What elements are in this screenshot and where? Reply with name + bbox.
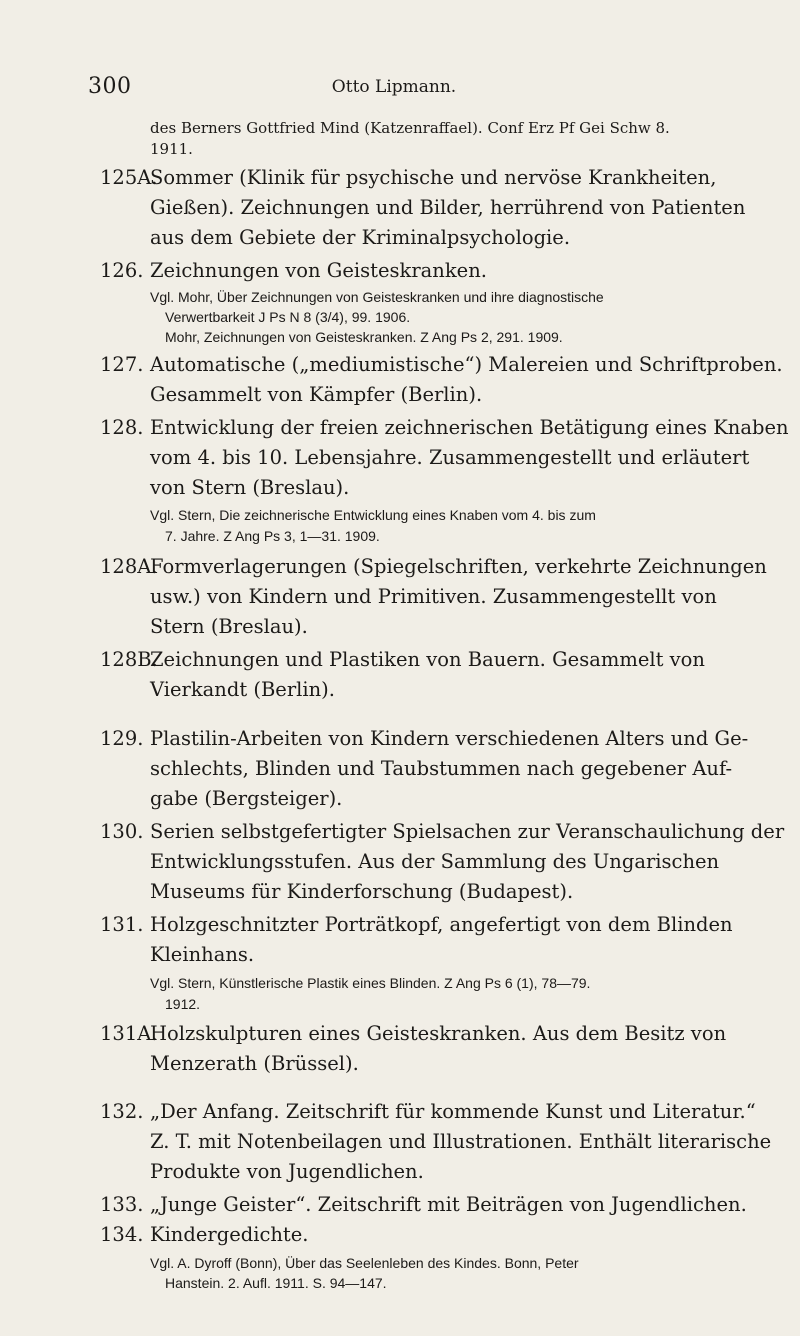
entry-125a (100, 163, 720, 193)
intro-line: 1911. (150, 140, 193, 158)
entry-text: vom 4. bis 10. Lebensjahre. Zusammengestellt und erläutert (150, 446, 750, 469)
entry-text: Entwicklung der freien zeichnerischen Betätigung eines Knaben (150, 416, 789, 439)
entry-text: „Junge Geister“. Zeitschrift mit Beiträgen von Jugendlichen. (150, 1193, 747, 1216)
entry-number: 131A. (100, 1022, 158, 1045)
entry-text: Vierkandt (Berlin). (150, 678, 335, 701)
entry-number: 128. (100, 416, 144, 439)
entry-128a (100, 552, 767, 582)
entry-text: Formverlagerungen (Spiegelschriften, verkehrte Zeichnungen (150, 555, 767, 578)
entry-text: Gesammelt von Kämpfer (Berlin). (150, 383, 483, 406)
entry-text: aus dem Gebiete der Kriminalpsychologie. (150, 226, 571, 249)
entry-number: 126. (100, 259, 144, 282)
entry-number: 128A. (100, 555, 158, 578)
entry-text: schlechts, Blinden und Taubstummen nach gegebener Auf- (150, 757, 733, 780)
entry-text: von Stern (Breslau). (150, 476, 350, 499)
entry-130 (100, 817, 785, 847)
reference-line: Vgl. Mohr, Über Zeichnungen von Geisteskranken und ihre diagnostische (150, 289, 604, 305)
entry-number: 131. (100, 913, 144, 936)
reference-line: Vgl. A. Dyroff (Bonn), Über das Seelenleben des Kindes. Bonn, Peter (150, 1255, 579, 1271)
entry-text: Entwicklungsstufen. Aus der Sammlung des Ungarischen (150, 850, 720, 873)
page-number: 300 (88, 74, 132, 99)
entry-126 (100, 256, 720, 286)
entry-text: Stern (Breslau). (150, 615, 308, 638)
entry-text: Zeichnungen und Plastiken von Bauern. Gesammelt von (150, 648, 705, 671)
entry-text: Zeichnungen von Geisteskranken. (150, 259, 487, 282)
entry-132 (100, 1097, 756, 1127)
reference-line: Vgl. Stern, Künstlerische Plastik eines Blinden. Z Ang Ps 6 (1), 78—79. (150, 975, 591, 991)
entry-text: Plastilin-Arbeiten von Kindern verschiedenen Alters und Ge- (150, 727, 749, 750)
page-header (88, 74, 700, 104)
entry-text: Kleinhans. (150, 943, 255, 966)
entry-text: Kindergedichte. (150, 1223, 309, 1246)
entry-text: Holzskulpturen eines Geisteskranken. Aus dem Besitz von (150, 1022, 727, 1045)
entry-text: „Der Anfang. Zeitschrift für kommende Kunst und Literatur.“ (150, 1100, 756, 1123)
entry-number: 130. (100, 820, 144, 843)
running-head: Otto Lipmann. (331, 77, 457, 97)
entry-text: Holzgeschnitzter Porträtkopf, angefertigt von dem Blinden (150, 913, 733, 936)
entry-text: Automatische („mediumistische“) Malereien und Schriftproben. (150, 353, 783, 376)
intro-line: des Berners Gottfried Mind (Katzenraffael). Conf Erz Pf Gei Schw 8. (150, 119, 670, 137)
entry-text: Gießen). Zeichnungen und Bilder, herrührend von Patienten (150, 196, 746, 219)
entry-text: Z. T. mit Notenbeilagen und Illustrationen. Enthält literarische (150, 1130, 772, 1153)
entry-number: 128B. (100, 648, 158, 671)
entry-129 (100, 724, 749, 754)
reference-line: Verwertbarkeit J Ps N 8 (3/4), 99. 1906. (165, 309, 411, 325)
entry-number: 133. (100, 1193, 144, 1216)
reference-line: 1912. (165, 996, 201, 1012)
reference-line: Hanstein. 2. Aufl. 1911. S. 94—147. (165, 1275, 387, 1291)
entry-number: 134. (100, 1223, 144, 1246)
entry-131 (100, 910, 733, 940)
entry-128b (100, 645, 720, 675)
reference-line: Vgl. Stern, Die zeichnerische Entwicklung eines Knaben vom 4. bis zum (150, 507, 596, 523)
entry-number: 125A. (100, 166, 158, 189)
entry-text: Menzerath (Brüssel). (150, 1052, 359, 1075)
entry-text: Produkte von Jugendlichen. (150, 1160, 424, 1183)
reference-line: 7. Jahre. Z Ang Ps 3, 1—31. 1909. (165, 528, 380, 544)
entry-133 (100, 1190, 747, 1220)
reference-line: Mohr, Zeichnungen von Geisteskranken. Z Ang Ps 2, 291. 1909. (165, 329, 563, 345)
entry-text: Sommer (Klinik für psychische und nervöse Krankheiten, (150, 166, 717, 189)
entry-text: Serien selbstgefertigter Spielsachen zur Veranschaulichung der (150, 820, 785, 843)
entry-128 (100, 413, 789, 443)
entry-134 (100, 1220, 720, 1250)
entry-number: 129. (100, 727, 144, 750)
entry-number: 127. (100, 353, 144, 376)
entry-text: Museums für Kinderforschung (Budapest). (150, 880, 574, 903)
entry-text: usw.) von Kindern und Primitiven. Zusammengestellt von (150, 585, 717, 608)
entry-127 (100, 350, 783, 380)
entry-number: 132. (100, 1100, 144, 1123)
entry-131a (100, 1019, 727, 1049)
entry-text: gabe (Bergsteiger). (150, 787, 343, 810)
